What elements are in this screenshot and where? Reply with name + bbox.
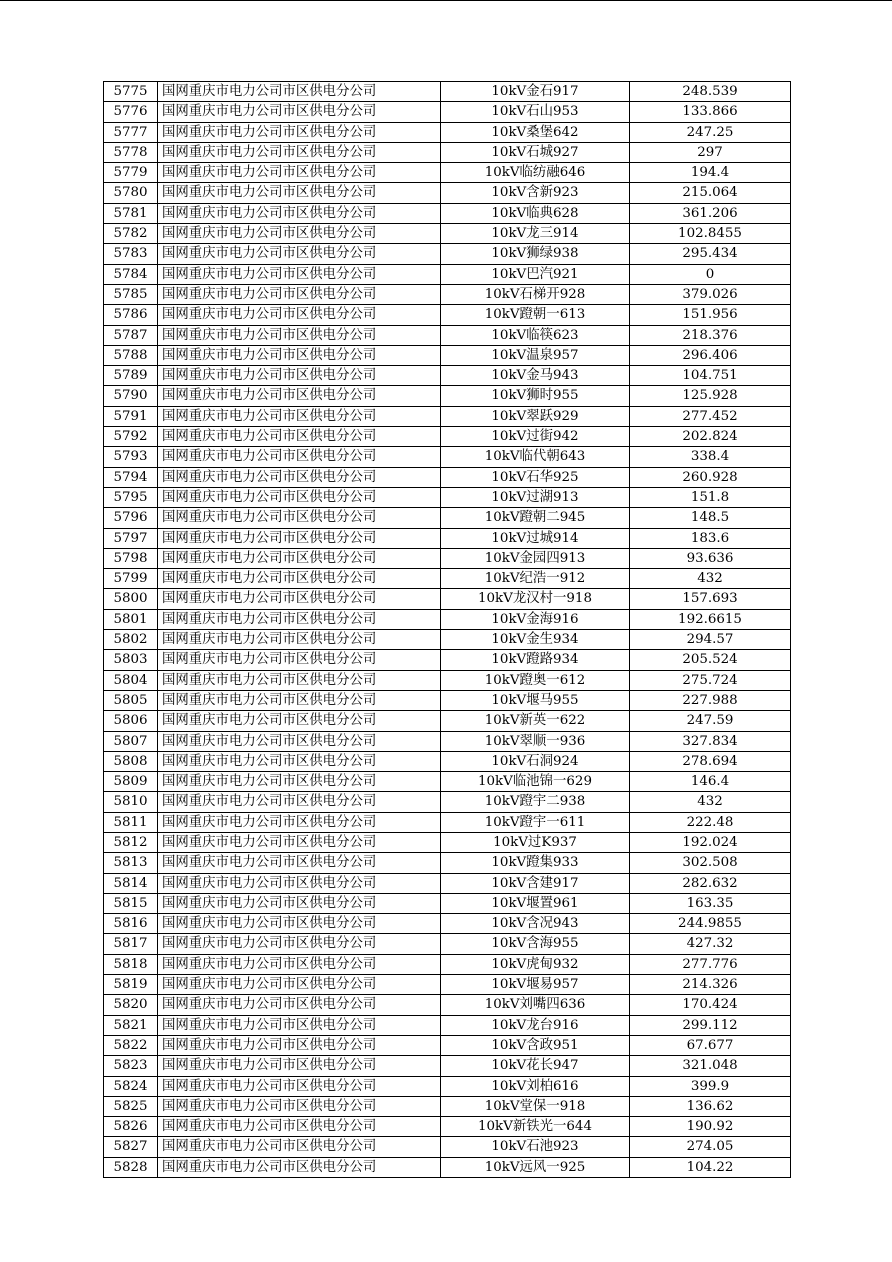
- table-row: [104, 954, 791, 974]
- line-name-cell: 10kV桑堡642: [441, 122, 630, 142]
- company-cell: 国网重庆市电力公司市区供电分公司: [158, 305, 441, 325]
- row-number-cell: 5779: [104, 163, 158, 183]
- company-cell: 国网重庆市电力公司市区供电分公司: [158, 467, 441, 487]
- value-cell: 218.376: [630, 325, 791, 345]
- line-name-cell: 10kV巴汽921: [441, 264, 630, 284]
- line-name-cell: 10kV堰易957: [441, 975, 630, 995]
- row-number-cell: 5806: [104, 711, 158, 731]
- row-number-cell: 5785: [104, 284, 158, 304]
- company-cell: 国网重庆市电力公司市区供电分公司: [158, 1137, 441, 1157]
- line-name-cell: 10kV狮时955: [441, 386, 630, 406]
- company-cell: 国网重庆市电力公司市区供电分公司: [158, 366, 441, 386]
- table-row: [104, 102, 791, 122]
- table-row: [104, 284, 791, 304]
- table-row: [104, 934, 791, 954]
- table-row: [104, 1096, 791, 1116]
- row-number-cell: 5794: [104, 467, 158, 487]
- line-name-cell: 10kV石华925: [441, 467, 630, 487]
- company-cell: 国网重庆市电力公司市区供电分公司: [158, 731, 441, 751]
- line-name-cell: 10kV蹬朝二945: [441, 508, 630, 528]
- value-cell: 294.57: [630, 630, 791, 650]
- company-cell: 国网重庆市电力公司市区供电分公司: [158, 244, 441, 264]
- value-cell: 133.866: [630, 102, 791, 122]
- company-cell: 国网重庆市电力公司市区供电分公司: [158, 853, 441, 873]
- company-cell: 国网重庆市电力公司市区供电分公司: [158, 224, 441, 244]
- value-cell: 146.4: [630, 772, 791, 792]
- row-number-cell: 5803: [104, 650, 158, 670]
- row-number-cell: 5826: [104, 1117, 158, 1137]
- line-name-cell: 10kV蹬集933: [441, 853, 630, 873]
- line-name-cell: 10kV过城914: [441, 528, 630, 548]
- value-cell: 432: [630, 569, 791, 589]
- table-row: [104, 386, 791, 406]
- row-number-cell: 5791: [104, 406, 158, 426]
- row-number-cell: 5786: [104, 305, 158, 325]
- row-number-cell: 5781: [104, 203, 158, 223]
- row-number-cell: 5793: [104, 447, 158, 467]
- line-name-cell: 10kV金马943: [441, 366, 630, 386]
- table-row: [104, 427, 791, 447]
- line-name-cell: 10kV蹬宇一611: [441, 812, 630, 832]
- row-number-cell: 5775: [104, 82, 158, 102]
- value-cell: 321.048: [630, 1056, 791, 1076]
- table-row: [104, 995, 791, 1015]
- row-number-cell: 5824: [104, 1076, 158, 1096]
- company-cell: 国网重庆市电力公司市区供电分公司: [158, 1117, 441, 1137]
- company-cell: 国网重庆市电力公司市区供电分公司: [158, 792, 441, 812]
- row-number-cell: 5783: [104, 244, 158, 264]
- company-cell: 国网重庆市电力公司市区供电分公司: [158, 325, 441, 345]
- value-cell: 136.62: [630, 1096, 791, 1116]
- row-number-cell: 5796: [104, 508, 158, 528]
- row-number-cell: 5797: [104, 528, 158, 548]
- row-number-cell: 5784: [104, 264, 158, 284]
- line-name-cell: 10kV含况943: [441, 914, 630, 934]
- table-row: [104, 772, 791, 792]
- line-name-cell: 10kV临代朝643: [441, 447, 630, 467]
- company-cell: 国网重庆市电力公司市区供电分公司: [158, 1096, 441, 1116]
- table-row: [104, 183, 791, 203]
- row-number-cell: 5798: [104, 548, 158, 568]
- value-cell: 222.48: [630, 812, 791, 832]
- table-row: [104, 873, 791, 893]
- table-row: [104, 569, 791, 589]
- row-number-cell: 5776: [104, 102, 158, 122]
- table-row: [104, 832, 791, 852]
- line-name-cell: 10kV临典628: [441, 203, 630, 223]
- company-cell: 国网重庆市电力公司市区供电分公司: [158, 914, 441, 934]
- line-name-cell: 10kV金园四913: [441, 548, 630, 568]
- line-name-cell: 10kV石池923: [441, 1137, 630, 1157]
- line-name-cell: 10kV虎甸932: [441, 954, 630, 974]
- value-cell: 278.694: [630, 751, 791, 771]
- table-row: [104, 508, 791, 528]
- company-cell: 国网重庆市电力公司市区供电分公司: [158, 528, 441, 548]
- table-row: [104, 690, 791, 710]
- table-body: [104, 82, 791, 1178]
- row-number-cell: 5805: [104, 690, 158, 710]
- value-cell: 183.6: [630, 528, 791, 548]
- table-row: [104, 731, 791, 751]
- row-number-cell: 5817: [104, 934, 158, 954]
- line-name-cell: 10kV蹬朝一613: [441, 305, 630, 325]
- company-cell: 国网重庆市电力公司市区供电分公司: [158, 690, 441, 710]
- company-cell: 国网重庆市电力公司市区供电分公司: [158, 548, 441, 568]
- value-cell: 205.524: [630, 650, 791, 670]
- line-name-cell: 10kV刘柏616: [441, 1076, 630, 1096]
- line-name-cell: 10kV临纺融646: [441, 163, 630, 183]
- table-row: [104, 914, 791, 934]
- table-row: [104, 82, 791, 102]
- value-cell: 277.776: [630, 954, 791, 974]
- line-name-cell: 10kV温泉957: [441, 345, 630, 365]
- value-cell: 93.636: [630, 548, 791, 568]
- table-row: [104, 366, 791, 386]
- line-name-cell: 10kV含海955: [441, 934, 630, 954]
- row-number-cell: 5802: [104, 630, 158, 650]
- line-name-cell: 10kV翠跃929: [441, 406, 630, 426]
- line-name-cell: 10kV过街942: [441, 427, 630, 447]
- value-cell: 327.834: [630, 731, 791, 751]
- value-cell: 379.026: [630, 284, 791, 304]
- value-cell: 247.25: [630, 122, 791, 142]
- value-cell: 295.434: [630, 244, 791, 264]
- company-cell: 国网重庆市电力公司市区供电分公司: [158, 487, 441, 507]
- company-cell: 国网重庆市电力公司市区供电分公司: [158, 1076, 441, 1096]
- company-cell: 国网重庆市电力公司市区供电分公司: [158, 122, 441, 142]
- line-name-cell: 10kV金生934: [441, 630, 630, 650]
- page-top-rule: [0, 0, 892, 1]
- table-row: [104, 1117, 791, 1137]
- company-cell: 国网重庆市电力公司市区供电分公司: [158, 975, 441, 995]
- value-cell: 247.59: [630, 711, 791, 731]
- value-cell: 215.064: [630, 183, 791, 203]
- value-cell: 338.4: [630, 447, 791, 467]
- company-cell: 国网重庆市电力公司市区供电分公司: [158, 102, 441, 122]
- line-name-cell: 10kV石梯开928: [441, 284, 630, 304]
- company-cell: 国网重庆市电力公司市区供电分公司: [158, 1015, 441, 1035]
- row-number-cell: 5825: [104, 1096, 158, 1116]
- line-name-cell: 10kV翠顺一936: [441, 731, 630, 751]
- row-number-cell: 5823: [104, 1056, 158, 1076]
- line-name-cell: 10kV龙台916: [441, 1015, 630, 1035]
- row-number-cell: 5804: [104, 670, 158, 690]
- table-row: [104, 711, 791, 731]
- table-row: [104, 1056, 791, 1076]
- row-number-cell: 5782: [104, 224, 158, 244]
- company-cell: 国网重庆市电力公司市区供电分公司: [158, 264, 441, 284]
- table-row: [104, 203, 791, 223]
- value-cell: 190.92: [630, 1117, 791, 1137]
- table-row: [104, 548, 791, 568]
- line-name-cell: 10kV石山953: [441, 102, 630, 122]
- value-cell: 170.424: [630, 995, 791, 1015]
- data-table: [103, 81, 791, 1178]
- table-row: [104, 224, 791, 244]
- value-cell: 361.206: [630, 203, 791, 223]
- company-cell: 国网重庆市电力公司市区供电分公司: [158, 386, 441, 406]
- line-name-cell: 10kV蹬路934: [441, 650, 630, 670]
- value-cell: 192.024: [630, 832, 791, 852]
- value-cell: 102.8455: [630, 224, 791, 244]
- value-cell: 214.326: [630, 975, 791, 995]
- line-name-cell: 10kV纪浩一912: [441, 569, 630, 589]
- line-name-cell: 10kV过湖913: [441, 487, 630, 507]
- line-name-cell: 10kV新铁光一644: [441, 1117, 630, 1137]
- table-row: [104, 1137, 791, 1157]
- line-name-cell: 10kV狮绿938: [441, 244, 630, 264]
- value-cell: 248.539: [630, 82, 791, 102]
- company-cell: 国网重庆市电力公司市区供电分公司: [158, 711, 441, 731]
- company-cell: 国网重庆市电力公司市区供电分公司: [158, 954, 441, 974]
- table-row: [104, 1076, 791, 1096]
- value-cell: 302.508: [630, 853, 791, 873]
- row-number-cell: 5809: [104, 772, 158, 792]
- row-number-cell: 5778: [104, 142, 158, 162]
- value-cell: 192.6615: [630, 609, 791, 629]
- company-cell: 国网重庆市电力公司市区供电分公司: [158, 508, 441, 528]
- company-cell: 国网重庆市电力公司市区供电分公司: [158, 447, 441, 467]
- table-row: [104, 163, 791, 183]
- company-cell: 国网重庆市电力公司市区供电分公司: [158, 82, 441, 102]
- value-cell: 277.452: [630, 406, 791, 426]
- line-name-cell: 10kV蹬奥一612: [441, 670, 630, 690]
- row-number-cell: 5827: [104, 1137, 158, 1157]
- table-row: [104, 264, 791, 284]
- line-name-cell: 10kV龙汉村一918: [441, 589, 630, 609]
- table-row: [104, 1157, 791, 1177]
- company-cell: 国网重庆市电力公司市区供电分公司: [158, 650, 441, 670]
- company-cell: 国网重庆市电力公司市区供电分公司: [158, 427, 441, 447]
- company-cell: 国网重庆市电力公司市区供电分公司: [158, 630, 441, 650]
- value-cell: 148.5: [630, 508, 791, 528]
- company-cell: 国网重庆市电力公司市区供电分公司: [158, 345, 441, 365]
- table-row: [104, 447, 791, 467]
- value-cell: 275.724: [630, 670, 791, 690]
- line-name-cell: 10kV临池锦一629: [441, 772, 630, 792]
- row-number-cell: 5816: [104, 914, 158, 934]
- row-number-cell: 5795: [104, 487, 158, 507]
- company-cell: 国网重庆市电力公司市区供电分公司: [158, 1056, 441, 1076]
- company-cell: 国网重庆市电力公司市区供电分公司: [158, 203, 441, 223]
- company-cell: 国网重庆市电力公司市区供电分公司: [158, 569, 441, 589]
- value-cell: 260.928: [630, 467, 791, 487]
- line-name-cell: 10kV远风一925: [441, 1157, 630, 1177]
- table-row: [104, 670, 791, 690]
- value-cell: 151.8: [630, 487, 791, 507]
- row-number-cell: 5777: [104, 122, 158, 142]
- table-row: [104, 893, 791, 913]
- company-cell: 国网重庆市电力公司市区供电分公司: [158, 873, 441, 893]
- row-number-cell: 5821: [104, 1015, 158, 1035]
- row-number-cell: 5800: [104, 589, 158, 609]
- line-name-cell: 10kV花长947: [441, 1056, 630, 1076]
- row-number-cell: 5792: [104, 427, 158, 447]
- row-number-cell: 5813: [104, 853, 158, 873]
- table-row: [104, 812, 791, 832]
- value-cell: 399.9: [630, 1076, 791, 1096]
- value-cell: 282.632: [630, 873, 791, 893]
- row-number-cell: 5811: [104, 812, 158, 832]
- table-row: [104, 1015, 791, 1035]
- company-cell: 国网重庆市电力公司市区供电分公司: [158, 893, 441, 913]
- line-name-cell: 10kV临筷623: [441, 325, 630, 345]
- row-number-cell: 5822: [104, 1035, 158, 1055]
- line-name-cell: 10kV堂保一918: [441, 1096, 630, 1116]
- row-number-cell: 5801: [104, 609, 158, 629]
- table-row: [104, 528, 791, 548]
- company-cell: 国网重庆市电力公司市区供电分公司: [158, 284, 441, 304]
- row-number-cell: 5828: [104, 1157, 158, 1177]
- line-name-cell: 10kV堰置961: [441, 893, 630, 913]
- line-name-cell: 10kV新英一622: [441, 711, 630, 731]
- row-number-cell: 5808: [104, 751, 158, 771]
- table-row: [104, 305, 791, 325]
- line-name-cell: 10kV石洞924: [441, 751, 630, 771]
- company-cell: 国网重庆市电力公司市区供电分公司: [158, 589, 441, 609]
- row-number-cell: 5815: [104, 893, 158, 913]
- table-row: [104, 325, 791, 345]
- value-cell: 296.406: [630, 345, 791, 365]
- value-cell: 151.956: [630, 305, 791, 325]
- value-cell: 244.9855: [630, 914, 791, 934]
- table-row: [104, 589, 791, 609]
- company-cell: 国网重庆市电力公司市区供电分公司: [158, 934, 441, 954]
- value-cell: 104.22: [630, 1157, 791, 1177]
- company-cell: 国网重庆市电力公司市区供电分公司: [158, 772, 441, 792]
- table-row: [104, 406, 791, 426]
- value-cell: 427.32: [630, 934, 791, 954]
- table-row: [104, 467, 791, 487]
- table-row: [104, 1035, 791, 1055]
- value-cell: 274.05: [630, 1137, 791, 1157]
- line-name-cell: 10kV堰马955: [441, 690, 630, 710]
- row-number-cell: 5780: [104, 183, 158, 203]
- company-cell: 国网重庆市电力公司市区供电分公司: [158, 1157, 441, 1177]
- line-name-cell: 10kV石城927: [441, 142, 630, 162]
- value-cell: 125.928: [630, 386, 791, 406]
- table-row: [104, 122, 791, 142]
- row-number-cell: 5790: [104, 386, 158, 406]
- line-name-cell: 10kV蹬宇二938: [441, 792, 630, 812]
- value-cell: 157.693: [630, 589, 791, 609]
- table-row: [104, 609, 791, 629]
- value-cell: 202.824: [630, 427, 791, 447]
- row-number-cell: 5810: [104, 792, 158, 812]
- company-cell: 国网重庆市电力公司市区供电分公司: [158, 995, 441, 1015]
- table-row: [104, 487, 791, 507]
- value-cell: 194.4: [630, 163, 791, 183]
- company-cell: 国网重庆市电力公司市区供电分公司: [158, 183, 441, 203]
- value-cell: 299.112: [630, 1015, 791, 1035]
- table-row: [104, 244, 791, 264]
- row-number-cell: 5820: [104, 995, 158, 1015]
- table-row: [104, 142, 791, 162]
- table-row: [104, 345, 791, 365]
- line-name-cell: 10kV含政951: [441, 1035, 630, 1055]
- table-row: [104, 630, 791, 650]
- value-cell: 104.751: [630, 366, 791, 386]
- table-row: [104, 751, 791, 771]
- company-cell: 国网重庆市电力公司市区供电分公司: [158, 751, 441, 771]
- row-number-cell: 5807: [104, 731, 158, 751]
- row-number-cell: 5799: [104, 569, 158, 589]
- value-cell: 432: [630, 792, 791, 812]
- value-cell: 67.677: [630, 1035, 791, 1055]
- line-name-cell: 10kV金海916: [441, 609, 630, 629]
- company-cell: 国网重庆市电力公司市区供电分公司: [158, 142, 441, 162]
- line-name-cell: 10kV含新923: [441, 183, 630, 203]
- company-cell: 国网重庆市电力公司市区供电分公司: [158, 812, 441, 832]
- company-cell: 国网重庆市电力公司市区供电分公司: [158, 163, 441, 183]
- value-cell: 163.35: [630, 893, 791, 913]
- company-cell: 国网重庆市电力公司市区供电分公司: [158, 406, 441, 426]
- table-row: [104, 792, 791, 812]
- line-name-cell: 10kV金石917: [441, 82, 630, 102]
- line-name-cell: 10kV过K937: [441, 832, 630, 852]
- table-row: [104, 975, 791, 995]
- line-name-cell: 10kV含建917: [441, 873, 630, 893]
- table-row: [104, 650, 791, 670]
- company-cell: 国网重庆市电力公司市区供电分公司: [158, 609, 441, 629]
- row-number-cell: 5818: [104, 954, 158, 974]
- value-cell: 297: [630, 142, 791, 162]
- company-cell: 国网重庆市电力公司市区供电分公司: [158, 1035, 441, 1055]
- row-number-cell: 5787: [104, 325, 158, 345]
- row-number-cell: 5819: [104, 975, 158, 995]
- value-cell: 0: [630, 264, 791, 284]
- table-row: [104, 853, 791, 873]
- row-number-cell: 5789: [104, 366, 158, 386]
- row-number-cell: 5814: [104, 873, 158, 893]
- line-name-cell: 10kV刘嘴四636: [441, 995, 630, 1015]
- company-cell: 国网重庆市电力公司市区供电分公司: [158, 832, 441, 852]
- row-number-cell: 5812: [104, 832, 158, 852]
- line-name-cell: 10kV龙三914: [441, 224, 630, 244]
- row-number-cell: 5788: [104, 345, 158, 365]
- value-cell: 227.988: [630, 690, 791, 710]
- company-cell: 国网重庆市电力公司市区供电分公司: [158, 670, 441, 690]
